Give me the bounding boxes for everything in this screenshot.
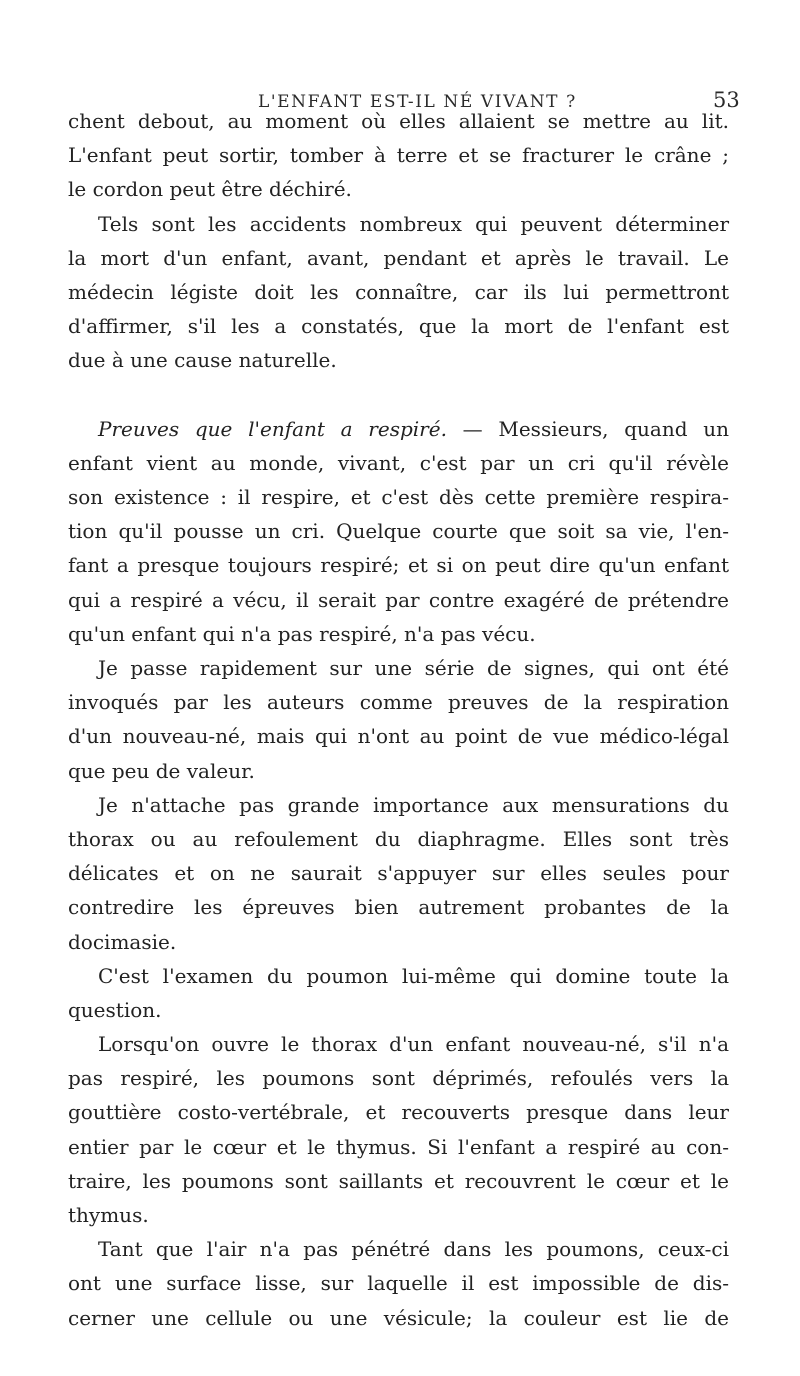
text-line: C'est l'examen du poumon lui-même qui domine toute la — [98, 963, 729, 988]
text-line: d'un nouveau-né, mais qui n'ont au point de vue médico-légal — [68, 724, 729, 749]
text-line: Je n'attache pas grande importance aux mensurations du — [98, 792, 729, 817]
text-line: qu'un enfant qui n'a pas respiré, n'a pas vécu. — [68, 621, 536, 646]
text-line: chent debout, au moment où elles allaient se mettre au lit. — [68, 109, 729, 133]
text-line: délicates et on ne saurait s'appuyer sur elles seules pour — [68, 861, 729, 886]
text-line: — Messieurs, quand un — [462, 416, 729, 441]
text-line: contredire les épreuves bien autrement probantes de la — [68, 895, 729, 920]
text-line: d'affirmer, s'il les a constatés, que la mort de l'enfant est — [68, 314, 729, 339]
text-line: fant a presque toujours respiré; et si on peut dire qu'un enfant — [68, 553, 729, 578]
text-line: L'enfant peut sortir, tomber à terre et se fracturer le crâne ; — [68, 143, 729, 168]
text-line: thymus. — [68, 1203, 149, 1227]
text-line: due à une cause naturelle. — [68, 348, 337, 373]
text-line: qui a respiré a vécu, il serait par contre exagéré de prétendre — [68, 587, 729, 612]
text-line: invoqués par les auteurs comme preuves de la respiration — [68, 690, 729, 715]
blank-line — [68, 378, 729, 412]
text-line: enfant vient au monde, vivant, c'est par un cri qu'il révèle — [68, 450, 729, 475]
text-line: le cordon peut être déchiré. — [68, 177, 352, 202]
text-line: que peu de valeur. — [68, 758, 255, 783]
text-line: médecin légiste doit les connaître, car ils lui permettront — [68, 279, 729, 304]
running-head-title: L'ENFANT EST-IL NÉ VIVANT ? — [258, 92, 577, 112]
text-line: Je passe rapidement sur une série de signes, qui ont été — [98, 656, 729, 680]
text-line: thorax ou au refoulement du diaphragme. Elles sont très — [68, 826, 729, 851]
text-line: gouttière costo-vertébrale, et recouverts presque dans leur — [68, 1100, 729, 1125]
text-line: traire, les poumons sont saillants et recouvrent le cœur et le — [68, 1168, 729, 1193]
text-line: son existence : il respire, et c'est dès cette première respira- — [68, 485, 729, 510]
page-number: 53 — [713, 88, 740, 112]
text-line: entier par le cœur et le thymus. Si l'enfant a respiré au con- — [68, 1134, 729, 1159]
text-line: Tels sont les accidents nombreux qui peuvent déterminer — [98, 211, 729, 236]
text-line: tion qu'il pousse un cri. Quelque courte que soit sa vie, l'en- — [68, 519, 729, 544]
section-heading: Preuves que l'enfant a respiré. — [98, 416, 447, 441]
section-heading-line — [68, 412, 729, 446]
text-line: pas respiré, les poumons sont déprimés, refoulés vers la — [68, 1066, 729, 1091]
text-line: Tant que l'air n'a pas pénétré dans les poumons, ceux-ci — [98, 1237, 729, 1262]
page-body-text — [68, 104, 729, 1335]
text-line: question. — [68, 997, 162, 1022]
text-line: la mort d'un enfant, avant, pendant et après le travail. Le — [68, 245, 729, 270]
text-line: docimasie. — [68, 929, 177, 954]
text-line: cerner une cellule ou une vésicule; la couleur est lie de — [68, 1305, 729, 1330]
text-line: ont une surface lisse, sur laquelle il est impossible de dis- — [68, 1271, 729, 1296]
text-line: Lorsqu'on ouvre le thorax d'un enfant nouveau-né, s'il n'a — [98, 1032, 729, 1057]
